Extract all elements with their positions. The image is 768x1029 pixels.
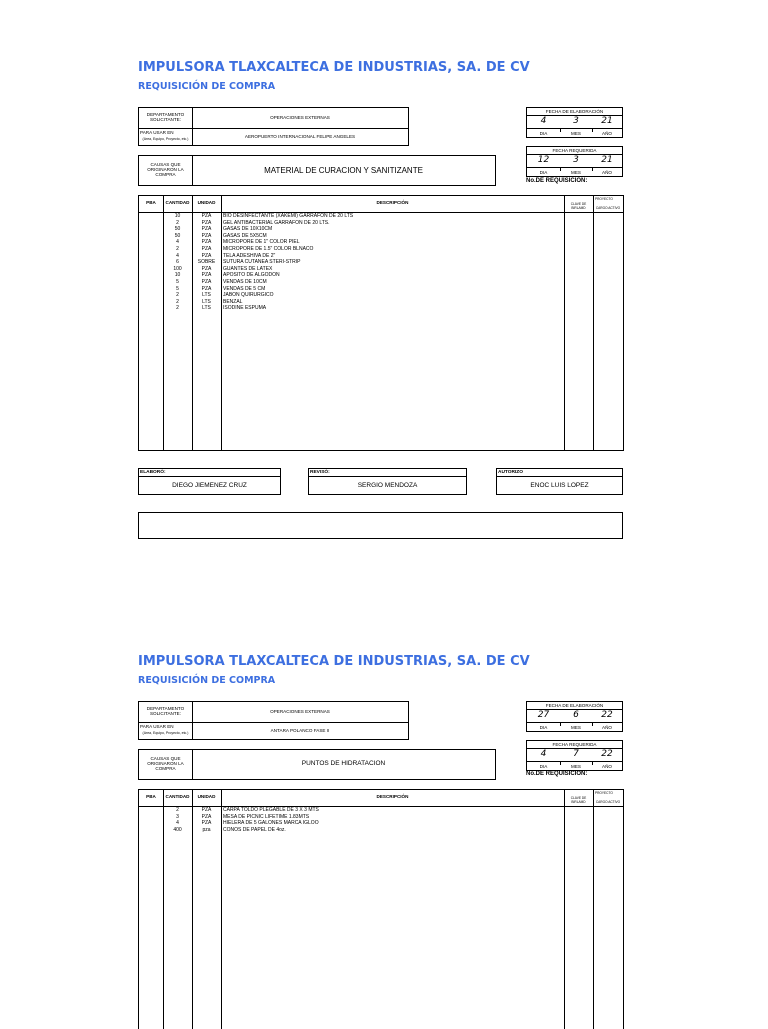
causes-label: CAUSAS QUE ORIGINARON LA COMPRA — [147, 756, 184, 771]
items-table — [138, 195, 624, 451]
table-row: 2 LTS BENZAL — [176, 298, 243, 305]
department-value: OPERACIONES EXTERNAS — [270, 115, 330, 120]
header-pba: PBA — [146, 200, 156, 205]
use-sublabel: (Area, Equipo, Proyecto, etc.) — [142, 137, 189, 141]
use-value: ANTARA POLANCO FASE II — [270, 728, 330, 733]
form-title: REQUISICIÓN DE COMPRA — [138, 675, 276, 686]
table-row: 2 PZA MICROPORE DE 1.5" COLOR BLNACO — [176, 246, 314, 252]
table-row: 50 PZA GASAS DE 5X5CM — [174, 232, 267, 239]
elaboration-date-box — [526, 701, 623, 732]
elaboration-month: 6 — [573, 710, 579, 720]
department-box — [138, 701, 409, 740]
causes-box — [138, 749, 496, 780]
use-label: PARA USAR EN — [140, 724, 174, 729]
autorizo-label: AUTORIZO — [498, 470, 523, 475]
header-pba: PBA — [146, 794, 156, 799]
elaboration-day: 27 — [537, 710, 550, 720]
items-table — [138, 789, 624, 1029]
notes-box[interactable] — [138, 512, 623, 539]
table-row: 3 PZA MESA DE PICNIC LIFETIME 1.83MTS — [176, 813, 310, 820]
required-date-box — [526, 146, 623, 177]
required-day: 4 — [540, 749, 547, 759]
day-label: DIA — [539, 764, 548, 769]
elaboro-name: DIEGO JIEMENEZ CRUZ — [172, 482, 247, 489]
requisition-number-label: No.DE REQUISICION: — [526, 178, 588, 184]
header-proyecto: PROYECTO — [595, 791, 613, 795]
department-label: DEPARTAMENTO SOLICITANTE: — [146, 112, 185, 122]
table-row: 2 LTS JABON QUIRURGICO — [176, 292, 274, 299]
required-year: 22 — [601, 749, 613, 759]
day-label: DIA — [539, 725, 548, 730]
header-descripcion: DESCRIPCIÓN — [376, 200, 409, 205]
elaboro-label: ELABORÓ: — [140, 470, 166, 475]
elaboration-day: 4 — [540, 116, 547, 126]
month-label: MES — [571, 764, 581, 769]
elaboration-date-label: FECHA DE ELABORACIÓN — [545, 703, 604, 708]
use-value: AEROPUERTO INTERNACIONAL FELIPE ANGELES — [244, 134, 356, 139]
header-cantidad: CANTIDAD — [165, 200, 190, 205]
year-label: AÑO — [602, 764, 612, 769]
day-label: DIA — [539, 170, 548, 175]
requisition-number-label: No.DE REQUISICION: — [526, 771, 588, 777]
header-proyecto: PROYECTO — [595, 197, 613, 201]
month-label: MES — [571, 131, 581, 136]
header-proyecto-sub: CARGO ACTIVO — [595, 800, 621, 804]
elaboration-year: 22 — [601, 710, 613, 720]
elaboration-date-box — [526, 107, 623, 138]
causes-value: PUNTOS DE HIDRATACION — [301, 760, 386, 767]
header-clave: CLAVE DE BIRLAMD — [570, 202, 587, 210]
table-row: 2 PZA GEL ANTIBACTERIAL GARRAFON DE 20 LTS. — [176, 219, 330, 226]
month-label: MES — [571, 725, 581, 730]
table-row: 100 PZA GUANTES DE LATEX — [173, 265, 273, 272]
header-unidad: UNIDAD — [197, 200, 216, 205]
autorizo-name: ENOC LUIS LOPEZ — [530, 482, 589, 489]
header-cantidad: CANTIDAD — [165, 794, 190, 799]
table-row: 4 PZA MICROPORE DE 1" COLOR PIEL — [176, 239, 300, 246]
signature-autorizo — [496, 468, 623, 495]
signature-reviso — [308, 468, 467, 495]
form-title: REQUISICIÓN DE COMPRA — [138, 81, 276, 92]
causes-value: MATERIAL DE CURACION Y SANITIZANTE — [264, 166, 423, 175]
year-label: AÑO — [602, 131, 612, 136]
table-row: 2 LTS ISODINE ESPUMA — [176, 305, 267, 312]
use-sublabel: (Area, Equipo, Proyecto, etc.) — [142, 731, 189, 735]
department-label: DEPARTAMENTO SOLICITANTE: — [146, 706, 185, 716]
department-box — [138, 107, 409, 146]
reviso-name: SERGIO MENDOZA — [357, 482, 418, 489]
year-label: AÑO — [602, 170, 612, 175]
company-name: IMPULSORA TLAXCALTECA DE INDUSTRIAS, SA. DE CV — [138, 60, 530, 75]
required-month: 7 — [573, 749, 579, 759]
items-body — [139, 807, 623, 847]
required-date-label: FECHA REQUERIDA — [552, 148, 597, 153]
elaboration-date-label: FECHA DE ELABORACIÓN — [545, 109, 604, 114]
table-row: 50 PZA GASAS DE 10X10CM — [174, 226, 273, 233]
table-row: 5 PZA VENDAS DE 5 CM — [176, 285, 266, 292]
required-year: 21 — [601, 155, 613, 165]
month-label: MES — [571, 170, 581, 175]
header-descripcion: DESCRIPCIÓN — [376, 794, 409, 799]
header-unidad: UNIDAD — [197, 794, 216, 799]
elaboration-month: 3 — [573, 116, 579, 126]
table-row: 4 PZA TELA ADESHIVA DE 2" — [176, 252, 276, 259]
table-row: 400 pza CONOS DE PAPEL DE 4oz. — [173, 826, 286, 833]
company-name: IMPULSORA TLAXCALTECA DE INDUSTRIAS, SA. DE CV — [138, 654, 530, 669]
reviso-label: REVISÓ: — [310, 470, 330, 475]
use-label: PARA USAR EN — [140, 130, 174, 135]
causes-label: CAUSAS QUE ORIGINARON LA COMPRA — [147, 162, 184, 177]
table-row: 4 PZA HIELERA DE 5 GALONES MARCA IGLOO — [176, 820, 319, 827]
items-body — [139, 213, 623, 329]
required-date-box — [526, 740, 623, 771]
causes-box — [138, 155, 496, 186]
required-day: 12 — [537, 155, 550, 165]
elaboration-year: 21 — [601, 116, 613, 126]
table-row: 2 PZA CARPA TOLDO PLEGABLE DE 3 X 3 MTS — [176, 807, 319, 813]
header-proyecto-sub: CARGO ACTIVO — [595, 206, 621, 210]
year-label: AÑO — [602, 725, 612, 730]
day-label: DIA — [539, 131, 548, 136]
requisition-form-2 — [0, 594, 768, 1024]
table-row: 10 PZA BIO DESINFECTANTE (XAKEMI) GARRAFON DE 20 LTS — [174, 213, 354, 219]
signature-elaboro — [138, 468, 281, 495]
required-month: 3 — [573, 155, 579, 165]
department-value: OPERACIONES EXTERNAS — [270, 709, 330, 714]
required-date-label: FECHA REQUERIDA — [552, 742, 597, 747]
table-row: 10 PZA APOSITO DE ALGODON — [174, 272, 280, 279]
header-clave: CLAVE DE BIRLAMD — [570, 796, 587, 804]
table-row: 5 PZA VENDAS DE 10CM — [176, 279, 267, 285]
table-row: 6 SOBRE SUTURA CUTANEA STERI-STRIP — [176, 259, 301, 266]
